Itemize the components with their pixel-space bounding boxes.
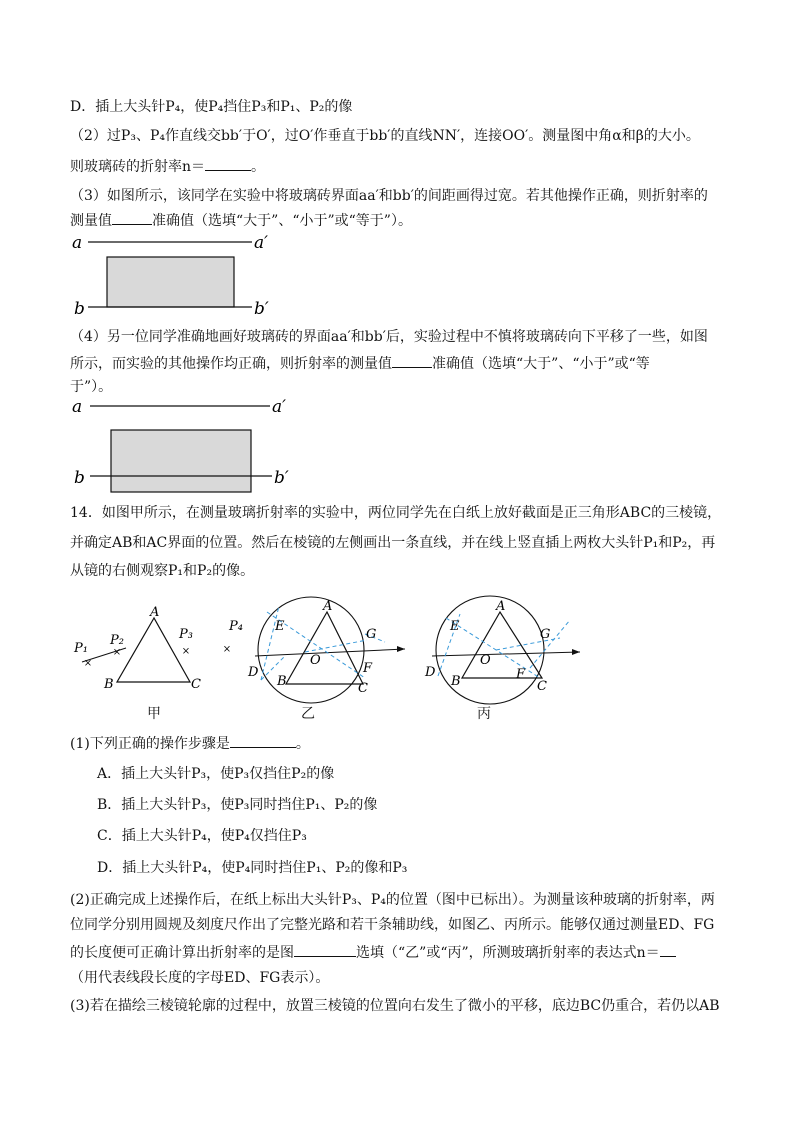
label-a-prime: a′ (254, 233, 268, 253)
label-P2: P₂ (110, 633, 124, 648)
pin-mark: × (112, 647, 122, 658)
label-b: b (74, 299, 85, 319)
label-a: a (72, 233, 83, 253)
construction-circle (258, 597, 364, 703)
label-A: A (496, 599, 506, 614)
label-G: G (366, 627, 377, 642)
q14-option-c: C．插上大头针P₄，使P₄仅挡住P₃ (97, 828, 307, 844)
q13-step3-line1: （3）如图所示，该同学在实验中将玻璃砖界面aa′和bb′的间距画得过宽。若其他操作正确，则折射率的 (70, 188, 708, 204)
label-A: A (150, 605, 160, 620)
label-F: F (363, 661, 373, 676)
answer-blank[interactable] (112, 210, 152, 225)
q13-step4-text: 所示，而实验的其他操作均正确，则折射率的测量值 (70, 356, 392, 372)
q13-step4-line2 (70, 353, 650, 374)
glass-brick-figure-1 (60, 228, 290, 320)
auxiliary-line (446, 618, 540, 678)
q13-step4-text2: 准确值（选填“大于”、“小于”或“等 (432, 356, 650, 372)
glass-brick (107, 257, 234, 307)
label-O: O (310, 653, 321, 668)
q13-step4-line1: （4）另一位同学准确地画好玻璃砖的界面aa′和bb′后，实验过程中不慎将玻璃砖向下平移了一些，如图 (70, 329, 708, 345)
q14-part2-text: 的长度便可正确计算出折射率的是图 (70, 945, 294, 961)
auxiliary-line (305, 640, 367, 652)
q14-part2-line2: 位同学分别用圆规及刻度尺作出了完整光路和若干条辅助线，如图乙、丙所示。能够仅通过测量ED、FG (70, 917, 715, 933)
label-D: D (425, 665, 436, 680)
label-C: C (358, 681, 368, 696)
label-C: C (191, 677, 201, 692)
label-O: O (480, 653, 491, 668)
answer-blank[interactable] (392, 353, 432, 368)
q14-part2-line3 (70, 942, 676, 963)
prism-figure-yi (215, 590, 415, 705)
prism-triangle (286, 612, 363, 684)
q14-part2-line4: （用代表线段长度的字母ED、FG表示）。 (70, 970, 330, 986)
q14-part1-end: 。 (295, 736, 310, 752)
pin-mark: × (181, 646, 191, 657)
figure-caption-bing: 丙 (477, 706, 491, 722)
q14-option-a: A．插上大头针P₃，使P₃仅挡住P₂的像 (97, 766, 335, 782)
q14-line2: 并确定AB和AC界面的位置。然后在棱镜的左侧画出一条直线，并在线上竖直插上两枚大头针P₁和P₂，再 (70, 535, 716, 551)
label-B: B (277, 674, 287, 689)
q13-step2-line1: （2）过P₃、P₄作直线交bb′于O′，过O′作垂直于bb′的直线NN′，连接OO′。测量图中角α和β的大小。 (70, 128, 700, 144)
label-E: E (450, 619, 460, 634)
light-path (255, 649, 405, 656)
label-a-prime: a′ (272, 397, 286, 417)
label-b-prime: b′ (274, 468, 289, 488)
pin-mark: × (83, 658, 93, 669)
arrow-icon (397, 646, 405, 652)
q14-part1 (70, 733, 310, 754)
label-B: B (451, 674, 461, 689)
q13-option-d: D．插上大头针P₄，使P₄挡住P₃和P₁、P₂的像 (70, 99, 353, 115)
glass-brick-figure-2 (60, 393, 300, 493)
arrow-icon (572, 649, 580, 655)
q14-part3-line1: (3)若在描绘三棱镜轮廓的过程中，放置三棱镜的位置向右发生了微小的平移，底边BC仍重合，若仍以AB (70, 998, 720, 1014)
q14-option-d: D．插上大头针P₄，使P₄同时挡住P₁、P₂的像和P₃ (97, 860, 408, 876)
label-b: b (74, 468, 85, 488)
q14-line1: 14．如图甲所示，在测量玻璃折射率的实验中，两位同学先在白纸上放好截面是正三角形ABC的三棱镜， (70, 505, 722, 521)
answer-blank[interactable] (205, 156, 251, 171)
label-P4: P₄ (229, 619, 243, 634)
q13-step4-line3: 于”）。 (70, 379, 113, 395)
pin-mark: × (222, 644, 232, 655)
label-F: F (516, 667, 526, 682)
prism-figure-bing (420, 590, 580, 705)
prism-figure-jia (70, 600, 205, 700)
q13-step2-line2 (70, 156, 265, 177)
label-C: C (537, 679, 547, 694)
q13-step2-end: 。 (251, 159, 266, 175)
prism-triangle (462, 612, 542, 678)
label-a: a (72, 397, 83, 417)
q14-part1-text: (1)下列正确的操作步骤是 (70, 736, 230, 752)
light-path (432, 652, 580, 656)
q14-option-b: B．插上大头针P₃，使P₃同时挡住P₁、P₂的像 (97, 797, 378, 813)
label-D: D (248, 665, 259, 680)
figure-caption-jia: 甲 (147, 706, 161, 722)
label-G: G (540, 627, 551, 642)
label-A: A (323, 599, 333, 614)
label-P1: P₁ (74, 641, 88, 656)
answer-blank[interactable] (230, 733, 296, 748)
figure-caption-yi: 乙 (301, 706, 315, 722)
label-P3: P₃ (179, 627, 193, 642)
glass-brick (111, 430, 251, 492)
label-B: B (104, 677, 114, 692)
answer-blank[interactable] (294, 942, 356, 957)
answer-blank[interactable] (660, 942, 676, 957)
q14-part2-line1: (2)正确完成上述操作后，在纸上标出大头针P₃、P₄的位置（图中已标出）。为测量该种玻璃的折射率，两 (70, 892, 715, 908)
label-E: E (275, 619, 285, 634)
q13-step3-text2: 准确值（选填“大于”、“小于”或“等于”）。 (152, 213, 412, 229)
q14-line3: 从镜的右侧观察P₁和P₂的像。 (70, 563, 255, 579)
q14-part2-text2: 选填（“乙”或“丙”，所测玻璃折射率的表达式n＝ (356, 945, 660, 961)
q13-step3-text: 测量值 (70, 213, 112, 229)
q13-step2-text: 则玻璃砖的折射率n＝ (70, 159, 206, 175)
label-b-prime: b′ (254, 299, 269, 319)
